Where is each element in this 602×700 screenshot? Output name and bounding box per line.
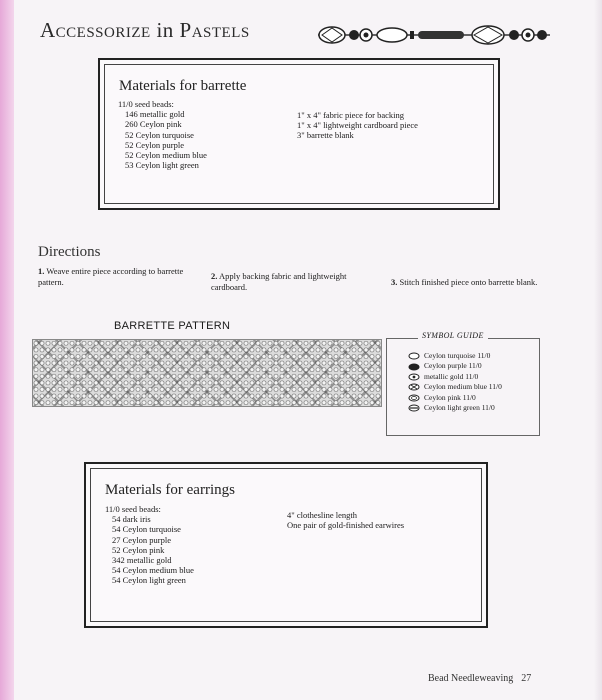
step-text: Apply backing fabric and lightweight cardboard.	[211, 271, 347, 292]
bead-list-heading: 11/0 seed beads:	[105, 504, 161, 514]
list-item: 52 Ceylon turquoise	[125, 129, 194, 140]
direction-step-3	[391, 277, 541, 288]
list-item: 260 Ceylon pink	[125, 119, 182, 130]
list-item: 27 Ceylon purple	[112, 534, 172, 545]
symbol-row	[408, 403, 502, 413]
page-edge	[594, 0, 602, 700]
list-item: 53 Ceylon light green	[125, 160, 199, 171]
filled-oval-icon	[408, 363, 420, 371]
page-number: 27	[521, 673, 532, 684]
symbol-row	[408, 361, 502, 371]
title-in: in	[156, 18, 174, 42]
bead-list-heading: 11/0 seed beads:	[118, 99, 174, 109]
list-item: 54 Ceylon light green	[112, 575, 186, 586]
list-item: 146 metallic gold	[125, 109, 185, 120]
book-title: Bead Needleweaving	[428, 673, 514, 684]
step-text: Weave entire piece according to barrette pattern.	[38, 266, 184, 287]
list-item: 52 Ceylon purple	[125, 139, 185, 150]
page-title	[40, 18, 250, 43]
dot-oval-icon	[408, 373, 420, 381]
barrette-other-list	[297, 110, 418, 141]
symbol-label: Ceylon light green 11/0	[424, 403, 495, 413]
earrings-other-list	[287, 510, 404, 530]
symbol-label: Ceylon medium blue 11/0	[424, 382, 502, 392]
step-number: 1.	[38, 266, 45, 276]
list-item: 1" x 4" fabric piece for backing	[297, 110, 405, 120]
striped-oval-icon	[408, 404, 420, 412]
list-item: 4" clothesline length	[287, 510, 358, 520]
cross-oval-icon	[408, 383, 420, 391]
barrette-bead-list	[118, 99, 207, 170]
symbol-guide-title: SYMBOL GUIDE	[418, 331, 488, 340]
direction-step-2	[211, 271, 361, 293]
list-item: 54 dark iris	[112, 514, 151, 525]
list-item: 3" barrette blank	[297, 130, 354, 141]
list-item: 342 metallic gold	[112, 555, 172, 566]
page-footer	[428, 673, 531, 684]
list-item: One pair of gold-finished earwires	[287, 520, 405, 531]
list-item: 54 Ceylon medium blue	[112, 565, 194, 576]
step-number: 2.	[211, 271, 218, 281]
earrings-bead-list	[105, 504, 194, 586]
list-item: 52 Ceylon medium blue	[125, 150, 207, 161]
earrings-materials-title: Materials for earrings	[105, 482, 235, 498]
page-spine	[0, 0, 14, 700]
symbol-row	[408, 382, 502, 392]
title-end: Pastels	[179, 18, 250, 42]
barrette-pattern-heading: BARRETTE PATTERN	[114, 320, 231, 332]
directions-heading: Directions	[38, 244, 101, 260]
symbol-label: metallic gold 11/0	[424, 371, 479, 381]
step-text: Stitch finished piece onto barrette blank.	[399, 277, 538, 287]
bead-strand-ornament	[318, 24, 550, 46]
list-item: 52 Ceylon pink	[112, 544, 165, 555]
symbol-row	[408, 393, 502, 403]
symbol-label: Ceylon turquoise 11/0	[424, 351, 491, 360]
title-main: Accessorize	[40, 18, 151, 42]
symbol-row	[408, 351, 502, 361]
symbol-label: Ceylon pink 11/0	[424, 392, 476, 402]
double-oval-icon	[408, 394, 420, 402]
symbol-label: Ceylon purple 11/0	[424, 361, 482, 371]
list-item: 1" x 4" lightweight cardboard piece	[297, 120, 418, 131]
direction-step-1	[38, 266, 208, 288]
barrette-pattern-grid	[32, 339, 382, 407]
list-item: 54 Ceylon turquoise	[112, 524, 181, 535]
symbol-guide-list	[408, 351, 502, 413]
open-oval-icon	[408, 352, 420, 360]
symbol-row	[408, 372, 502, 382]
step-number: 3.	[391, 277, 398, 287]
barrette-materials-title: Materials for barrette	[119, 78, 247, 94]
